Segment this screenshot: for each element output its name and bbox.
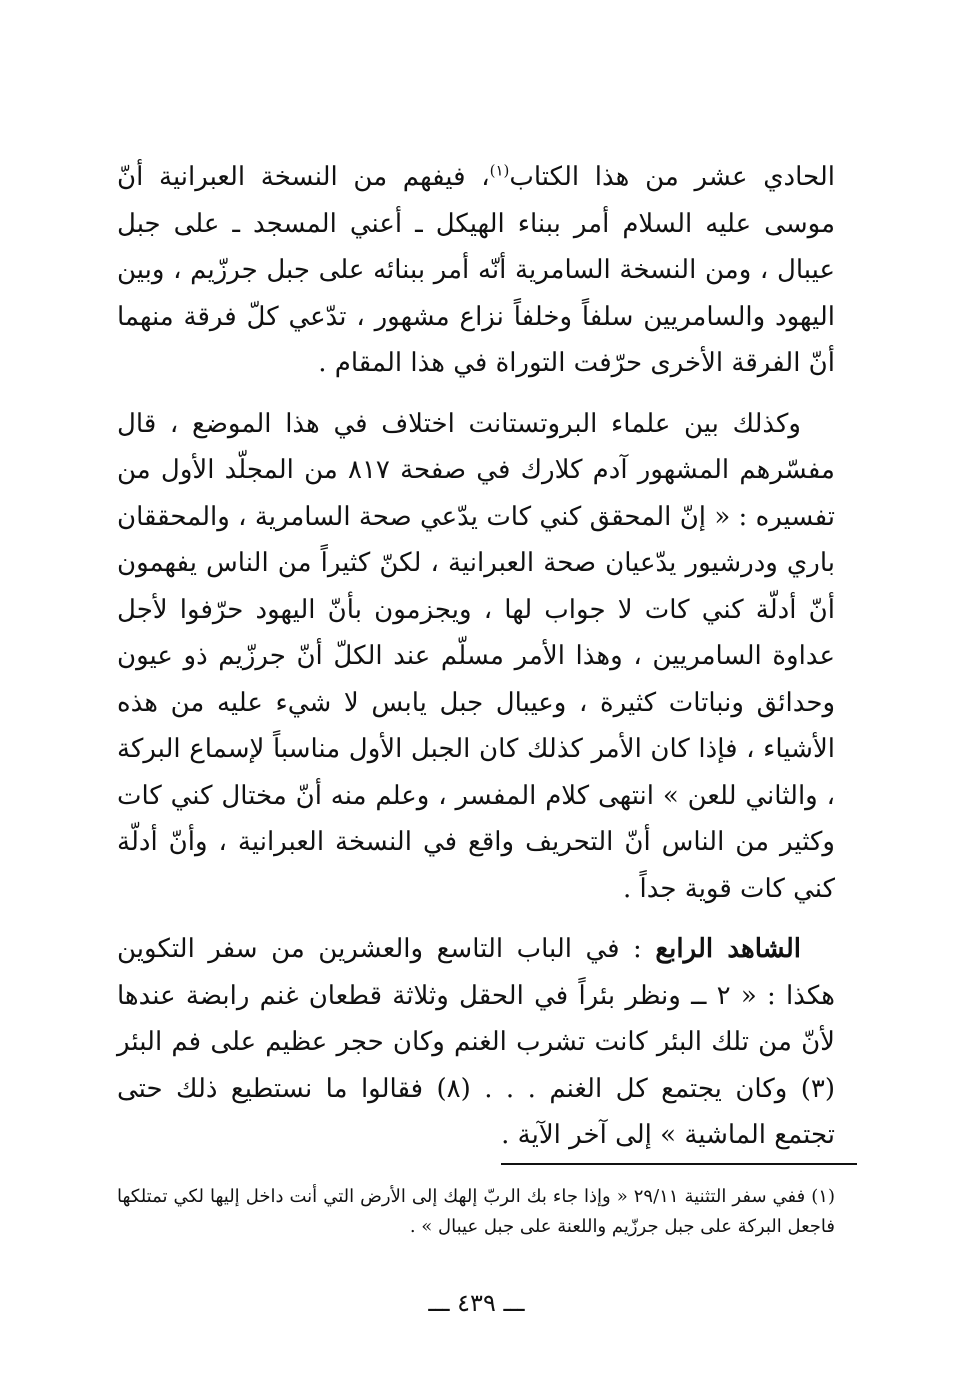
paragraph-1-start: الحادي عشر من هذا الكتاب xyxy=(509,162,835,192)
footnote-1: (١) ففي سفر التثنية ٢٩/١١ « وإذا جاء بك الربّ إلهك إلى الأرض التي أنت داخل إليها لكي تمتلكها فاجعل البركة على جبل جرزّيم واللعنة على جبل عيبال » . xyxy=(117,1186,835,1237)
paragraph-1 xyxy=(117,154,835,387)
paragraph-2: وكذلك بين علماء البروتستانت اختلاف في هذا الموضع ، قال مفسّرهم المشهور آدم كلارك في صفحة ٨١٧ من المجلّد الأول من تفسيره : « إنّ المحقق كني كات يدّعي صحة السامرية ، والمحققان باري ودرشيور يدّعيان صحة العبرانية ، لكنّ كثيراً من الناس يفهمون أنّ أدلّة كني كات لا جواب لها ، ويجزمون بأنّ اليهود حرّفوا لأجل عداوة السامريين ، وهذا الأمر مسلّم عند الكلّ أنّ جرزّيم ذو عيون وحدائق ونباتات كثيرة ، وعيبال جبل يابس لا شيء عليه من هذه الأشياء ، فإذا كان الأمر كذلك كان الجبل الأول مناسباً لإسماع البركة ، والثاني للعن » انتهى كلام المفسر ، وعلم منه أنّ مختال كني كات وكثير من الناس أنّ التحريف واقع في النسخة العبرانية ، وأنّ أدلّة كني كات قوية جداً . xyxy=(117,408,835,904)
page-number: ـــ ٤٣٩ ـــ xyxy=(428,1289,525,1317)
paragraph-3 xyxy=(117,926,835,1159)
footnotes xyxy=(117,1182,835,1242)
footnote-divider xyxy=(501,1163,857,1165)
paragraph-3-heading: الشاهد الرابع xyxy=(655,934,801,964)
main-text xyxy=(117,154,835,1159)
paragraph-1-rest: ، فيفهم من النسخة العبرانية أنّ موسى عليه السلام أمر ببناء الهيكل ـ أعني المسجد ـ على جبل عيبال ، ومن النسخة السامرية أنّه أمر ببنائه على جبل جرزّيم ، وبين اليهود والسامريين سلفاً وخلفاً نزاع مشهور ، تدّعي كلّ فرقة منهما أنّ الفرقة الأخرى حرّفت التوراة في هذا المقام . xyxy=(117,162,835,378)
footnote-reference: (١) xyxy=(489,161,510,180)
paragraph-3-text: : في الباب التاسع والعشرين من سفر التكوين هكذا : « ٢ ــ ونظر بئراً في الحقل وثلاثة قطعان غنم رابضة عندها لأنّ من تلك البئر كانت تشرب الغنم وكان حجر عظيم على فم البئر (٣) وكان يجتمع كل الغنم . . . (٨) فقالوا ما نستطيع ذلك حتى تجتمع الماشية » إلى آخر الآية . xyxy=(117,934,835,1150)
